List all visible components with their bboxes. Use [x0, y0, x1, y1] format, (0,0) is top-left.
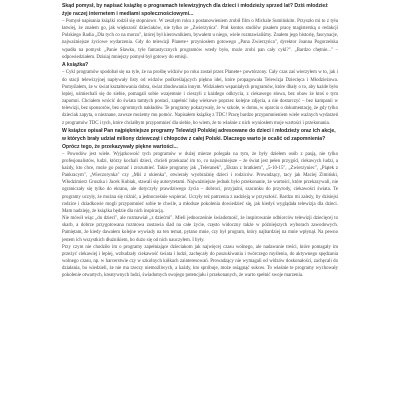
question-3: W książce opisał Pan najpiękniejsze programy Telewizji Polskiej adresowane do dzieci i młodzieży oraz ich akcje, w których brały udział miliony dziewcząt i chłopców z całej Polski. Dlaczego warto je ocalić od zapomnienia? Oprócz tego, że przekazywały piękne wartości... [62, 127, 336, 150]
answer-3: – Powodów jest wiele. Wyjątkowość tych programów w dużej mierze polegała na tym, że były dziełem osób z pasją, nie tylko profesjonalistów, ludzi, którzy kochali dzieci, chcieli przekazać im to, co najważniejsze – że świat jest pełen przygód, ciekawych ludzi, a każdy, kto chce, może go poznać i zrozumieć. Takie programy jak „Teleranek", „Ekran z bratkiem", „5-10-15", „Zwierzyniec", „Piątek z Pankracym", „Wieczorynka" czy „Miś z okienka", otwierały wyobraźnię dzieci i rodziców. Prowadzący, tacy jak Maciej Zimiński, Włodzimierz Gruszka i Jacek Kubiak, stawali się autorytetami. Najważniejsze jednak było przekonanie, że wartości, które przekazywali, nie ograniczały się tylko do ekranu, ale dotyczyły prawdziwego życia – dobroci, przyjaźni, szacunku do przyrody, ciekawości świata. Te programy uczyły, że można się różnić, a jednocześnie wspierać. Uczyły też patrzenia z nadzieją w przyszłość. Bardzo mi zależy, by dzisiejsi rodzice i dziadkowie mogli przypomnieć sobie te chwile, a młodsze pokolenia dowiedzieć się, jak kiedyś wyglądała telewizja dla dzieci. Mam nadzieję, że książka będzie dla nich inspiracją. [62, 151, 338, 214]
article-page [62, 2, 338, 398]
answer-1: – Pomysł napisania książki rodził się stopniowo. W zeszłym roku z postanowieniem zrobił film o Michale Sumińskim. Przyszło mi to z tyłu łatwiej, że znałem go, jak większość dzieciaków, nie tylko ze „Zwierzyńca". Prał kontos studiów pisałem pracę magisterską o redakcji Polskiego Radia „Dla tych co na morzu", której był kierownikiem, bywałem u niego, wiele rozmawialiśmy. Znałem jego historię, fascynacje, najważniejsze życiowe wydarzenia. Gdy do telewizji Planete+ przyniosłem gotowego „Pana Zwierzyńca", dyrektor Joanna Pogorzelska wpadła na pomysł: „Panie Sławku, tyle fantastycznych programów wtedy było, może zrobi pan cały cykl?". „Bardzo chętnie..." – odpowiedziałem. Dzisiaj mniejszy pomysł był gotowy do emisji. [62, 19, 338, 60]
answer-2: – Cykl programów spodobał się na tyle, że na prośbę widzów po roku został przez Planete+ powtórzony. Cały czas zaś wierzyłem w to, jak i do stacji telewizyjnej napływały listy od widzów podkreślających piękno idei, które propagowała Telewizja Dziecięca i Młodzieżowa. Pomyślałem, że w świat kształtowania dobra, świat zbudowania innym. Widziałem wspaniałych programów, które dbały o to, aby każde było lepiej, uśmiechali się do siebie, pomagali sobie wzajemnie i cieszyli z każdego odkrycia, z ciekawego słowa, bez obaw że ktoś o tym zapomni. Chciałem wrócić do świata tamtych postaci, zapełnić lukę wiekowe poprzez kolejne zdjęcia, a nie dostarczyć – bez kampanii w telewizji, bez sponsorów, bez ogromnych nakładów. Te programy pokazywały, że w szkole, w domu, w oparciu o dokumentację, że gdy tylko dzieciak zapyta, o nieznane, zawsze możemy mu pomóc. Napisałem książkę z TDC! Pracę bardzo przypomnieniem wiele ważnych wydarzeń z programów TDC i tych, które chciałbym przypomnieć dla siebie, bo wiem, że to właśnie z nich wyniosłem moje wartości i przekonania. [62, 70, 338, 126]
question-1: Skąd pomysł, by napisać książkę o programach telewizyjnych dla dzieci i młodzieży sprzed lat? Dziś młodzież żyje raczej internetem i mediami społecznościowymi... [62, 3, 328, 17]
paragraph-5: Przy czym nie chodziło im o programy zapełniające dzieciakom jak najwięcej czasu wolnego, ale nadawanie treści, które pomagały im przeżyć ciekawiej i lepiej, wzbudzały ciekawość świata i ludzi, zachęcały do poszukiwania i twórczego myślenia, do aktywnego spędzania wolnego czasu, np. w harcerstwie czy w szkolnych kółkach zainteresowań. Prowadzący nie wymagali od widzów doskonałości, zachęcali do działania, bo wiedzieli, że nie ma rzeczy niemożliwych, a każdy, kto spróbuje, może osiągnąć sukces. To właśnie te programy wychowały pokolenie otwartych, kreatywnych ludzi, świadomych swojego potencjału i przekonanych, że warto spełnić swoje marzenia. [62, 244, 338, 279]
question-2: A książka? [62, 62, 89, 69]
paragraph-4: Nie mówił wiąc „do dzieci", ale rozmawiał „z dziećmi". Mieli jednocześnie świadomość, że inspirowanie odbiorców telewizji dziecięcej to skarb, a dobrze przygotowana rozmowa zostawia ślad na całe życie, często widoczny także w późniejszych wyborach zawodowych. Pamiętam, że kiedy dawałem kolejne wywiady na ten temat, pytano mnie, czy był program, który najbardziej na mnie wpłynął. Na pewno jestem ich wszystkich dłużnikiem, bo dużo się od nich nauczyłem. I były. [62, 216, 338, 243]
